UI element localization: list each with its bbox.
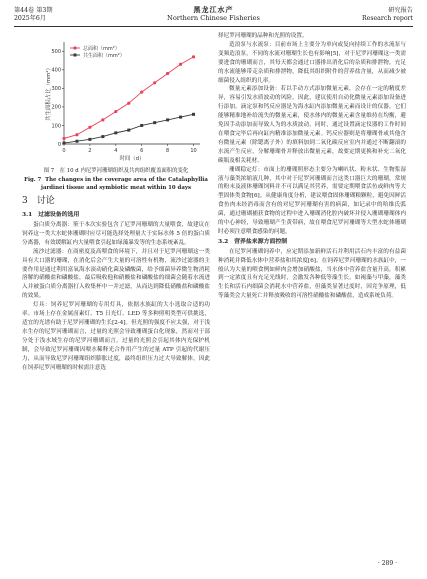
- subsection-heading-3-2: 3.2 营养盐来源方面控制: [218, 237, 288, 245]
- y-tick-label: 100: [51, 123, 61, 130]
- x-tick-label: 10: [190, 148, 197, 154]
- right-column: [218, 32, 406, 301]
- figure-caption-en-text: The changes in the coverage area of the Catalaphyllia jardinei tissue and symbiotic meat within 10 days: [41, 177, 208, 191]
- data-point: [140, 90, 143, 93]
- data-point: [140, 124, 143, 127]
- data-point: [75, 140, 78, 143]
- x-tick-label: 2: [88, 148, 92, 154]
- journal-name-zh: 黑龙江水产: [193, 5, 234, 14]
- data-point: [101, 118, 104, 121]
- y-tick-label: 300: [51, 86, 61, 93]
- data-point: [179, 63, 182, 66]
- figure-caption-en-label: Fig. 7: [24, 177, 42, 184]
- header-rule: [14, 26, 413, 27]
- data-point: [192, 113, 195, 116]
- data-point: [62, 137, 65, 140]
- y-tick-label: 0: [57, 141, 61, 148]
- y-tick-label: 200: [51, 104, 61, 111]
- left-column: [22, 32, 210, 372]
- x-tick-label: 8: [166, 148, 170, 154]
- column-name-zh: 研究报告: [388, 7, 413, 14]
- paragraph: 珊瑚稳定灯：市面上的珊瑚照形态主要分为喇叭状、粉末状、生物浆湿液与藻类浓缩液几种，其中对于尼罗河珊瑚而言这类口器巨大的珊瑚，常规的粉末及液体珊瑚饲料并不可以满足其营养，需要定期喂食活鱼或鲜肉等大型固体类食物[6]。从健康角度分析，建议喂食固体珊瑚粮颗粒，避免因鲜活食鱼肉未经消毒而含有的对尼罗河珊瑚有害的病菌，如记录中的哈维氏弧菌，通过珊瑚捕获食物的过程中进入珊瑚消化腔内破坏并侵入珊瑚珊瑚体内的中心神经，导致珊瑚产生黄带病，故在喂食尼罗河珊瑚等大型水蛇体珊瑚时必须注意喂食感染的问题。: [218, 166, 406, 235]
- data-point: [153, 121, 156, 124]
- data-point: [114, 131, 117, 134]
- issue-label: 第44卷 第3期: [14, 7, 53, 14]
- column-name-en: Research report: [362, 15, 413, 22]
- x-axis-title: 时间（d）: [119, 156, 145, 162]
- paragraph: 微量元素添加设备：若以手动方式添加微量元素，会存在一定的精度差异，容易引发水质波动的风险。因此，建议使用自动化微量元素添加设备进行添加。滴定泵和钙反应器是为海水缸内添加微量元素而设计的仪器，它们能够精准地补给流失的微量元素，使水体内的微量元素含量维持在均衡，避免因手动添加而导致人为的水质波动。同时，通过设置滴定仪器的工作时间在喂食完毕后再向缸内精准添加微量元素。钙反应器则是将珊瑚骨或其他含有微量元素（除锶离子外）的填料加到二氧化碳反应室内并通过不断翻滚的水流产生反应，分解珊瑚骨并释放出微量元素，故要定期更换和补充二氧化碳瓶及相关耗材。: [218, 86, 406, 164]
- series-line: [64, 57, 194, 139]
- x-tick-label: 6: [140, 148, 144, 154]
- x-tick-label: 4: [114, 148, 118, 154]
- y-axis-title: 共生面积占比（mm²）: [46, 65, 52, 121]
- journal-name-en: Northern Chinese Fisheries: [167, 14, 260, 22]
- figure-caption-zh: 图 7 在 10 d 内尼罗河珊瑚组织及共肉组织覆盖面积的变化: [43, 168, 189, 174]
- x-tick-label: 0: [62, 148, 66, 154]
- data-point: [88, 138, 91, 141]
- legend-label: 共生面积（mm²）: [83, 52, 125, 59]
- paragraph: 在尼罗河珊瑚饲养中，应定期添加新鲜活石并利用活石内丰富的有益菌种消耗并降低水体中营养盐和其浓度[6]。在饲养尼罗河珊瑚的水族缸中，一般认为大量的喂食例如鲜肉会增加硝酸盐，当水体中营养盐含量升高，积累到一定浓度且有充足光线时，会激发各种低等藻生长，如褐藻与甲藻，藻类生长和活石内细菌会消耗水中营养盐，但藻类显著过度时，因竞争原理，低等藻类会大量死亡并释放吸收的可溶性硝酸盐和磷酸盐，造成系统负荷。: [218, 248, 406, 300]
- subsection-heading-3-1: 3.1 过滤设备的选用: [22, 211, 80, 219]
- data-point: [75, 133, 78, 136]
- figure-caption-en: [22, 177, 210, 192]
- legend-marker: [73, 46, 76, 49]
- y-tick-label: 500: [51, 49, 61, 56]
- data-point: [127, 129, 130, 132]
- data-point: [88, 126, 91, 129]
- header-center: [14, 6, 413, 22]
- page-number: · 289 ·: [377, 560, 397, 567]
- data-point: [127, 102, 130, 105]
- section-heading: 3 讨论: [22, 196, 55, 207]
- header-right: [362, 7, 413, 23]
- legend-marker: [74, 54, 77, 57]
- paragraph: 蛋白质分离器：鉴于本次实验包含了尼罗河珊瑚的大量喂食，故建议在饲养这一类大水蛇体珊瑚时应尽可能选择处理量大于实际水体 5 倍的蛋白质分离器，有效缓解缸内大量喂食引起如绿藻暴发等的生态系统紊乱。: [22, 222, 210, 246]
- paragraph: 灯具：饲养尼罗河珊瑚的专用灯具，依据水族缸的大小选取合适的功率。市场上存在金属卤素灯、T5 日光灯、LED 等多种照明类型可供挑选，适宜的光谱有助于尼罗河珊瑚的生长[2-4]。但光照的强度不应太强，对于浅水生存的尼罗河珊瑚而言，过量的光照会导致珊瑚蛋白化现象，然而对于部分处于浅水域生存的尼罗河珊瑚而言，过量的光照会引起其体内光保护机制，会导致尼罗河珊瑚因喂水稀释光合作用产生的过量 ATP 引起的代谢压力，从而导致尼罗河珊瑚组织膨胀过度，最终组织压力过大导致解体，因此在饲养尼罗河珊瑚的时候需注意选: [22, 302, 210, 371]
- y-tick-label: 400: [51, 67, 61, 74]
- data-point: [192, 55, 195, 58]
- paragraph: 造浪泵与水流泵：目前市场上主要分为单向或复向持续工作的水流泵与变频造浪泵，不同的水流对珊瑚生长也有影响[5]，对于尼罗河珊瑚这一类需要进食的珊瑚而言，其每天都会通过口器排出消化后的杂质和排泄物，充足的水流能够带走杂质和排泄物，降低其组织附件的营养盐含量，从而减少被细菌侵入组织的几率。: [218, 41, 406, 84]
- data-point: [179, 116, 182, 119]
- date-label: 2025年6月: [14, 15, 47, 22]
- data-point: [114, 110, 117, 113]
- figure-7: [22, 32, 210, 166]
- data-point: [101, 135, 104, 138]
- data-point: [63, 142, 66, 145]
- legend-label: 总面积（mm²）: [83, 45, 120, 52]
- data-point: [166, 118, 169, 121]
- paragraph: 择尼罗河珊瑚的品种和光照的设置。: [218, 33, 308, 39]
- paragraph: 流沙过滤器：在商密度及高喂食的环境下，并且对于尼罗河珊瑚这一类具有大口器的珊瑚，在消化后会产生大量的可溶性有机物，流沙过滤器的主要作用是通过利用富氧海水滚动硝化菌及磷酸菌，给予细菌异养微生物消耗溶解的硝酸盐和磷酸盐，最后吸收他和硝酸盐和磷酸盐的细菌会随着水流进入并被蛋白质分离器打入收集杯中一并过滤，从而达到降低硝酸盐和磷酸盐的效果。: [22, 248, 210, 300]
- line-chart: [22, 32, 210, 166]
- data-point: [166, 72, 169, 75]
- data-point: [153, 81, 156, 84]
